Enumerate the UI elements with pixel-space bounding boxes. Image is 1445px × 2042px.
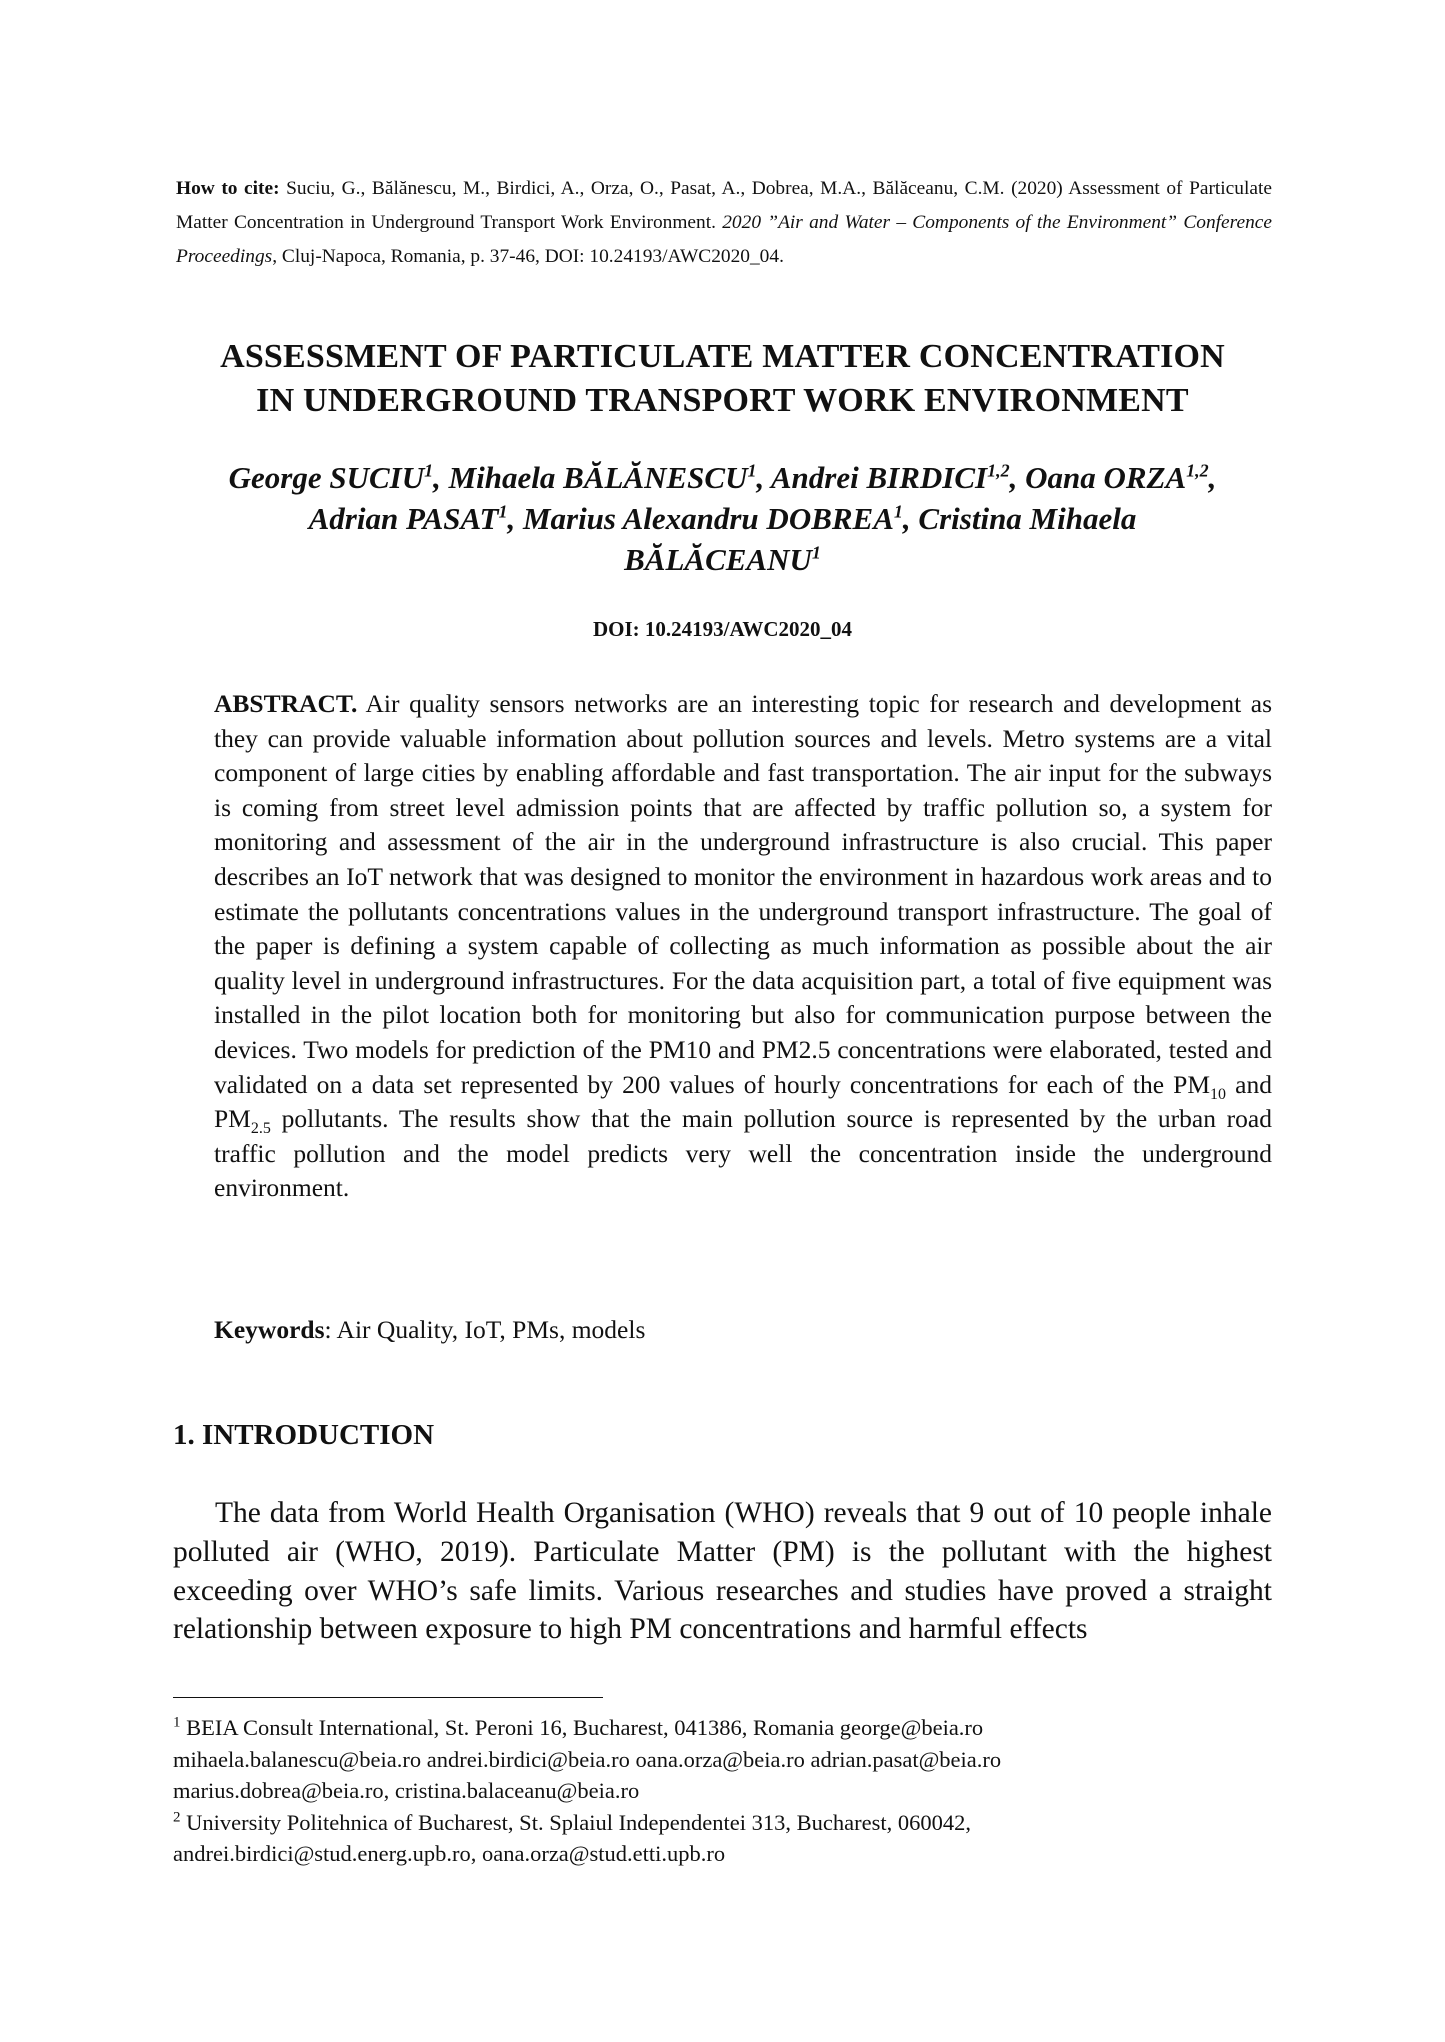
title-line-2: IN UNDERGROUND TRANSPORT WORK ENVIRONMENT [256,382,1189,419]
author-line-1 [160,457,1285,498]
author-separator: , Cristina Mihaela [902,501,1137,536]
author-affiliation: 1 [811,542,821,563]
abstract-label: ABSTRACT. [214,689,358,718]
abstract-block [214,687,1272,1206]
abstract-subscript: 10 [1210,1085,1227,1103]
keywords-line [214,1313,1272,1347]
paper-title [150,335,1295,423]
citation-text-end: , Cluj-Napoca, Romania, p. 37-46, DOI: 10.24193/AWC2020_04. [272,246,784,267]
author-separator: , [756,460,771,495]
author-separator: , [507,501,523,536]
author-separator: , [433,460,449,495]
author-name: Andrei BIRDICI [770,460,988,495]
author-name: Marius Alexandru DOBREA [522,501,894,536]
author-affiliation: 1 [424,460,434,481]
author-affiliation: 1,2 [1186,460,1209,481]
footnote-2-text: University Politehnica of Bucharest, St. Splaiul Independentei 313, Bucharest, 060042, [180,1809,971,1835]
author-separator: , [1208,460,1217,495]
author-separator: , [1009,460,1026,495]
author-affiliation: 1 [498,501,508,522]
author-line-2 [160,498,1285,539]
footnote-1-line: marius.dobrea@beia.ro, cristina.balaceanu@beia.ro [173,1778,640,1803]
keywords-text: : Air Quality, IoT, PMs, models [324,1315,646,1344]
keywords-label: Keywords [214,1315,325,1344]
doi-line: DOI: 10.24193/AWC2020_04 [592,617,852,641]
abstract-text: Air quality sensors networks are an interesting topic for research and development as they can provide valuable information about pollution sources and levels. Metro systems are a vital component of large cities by enabling affordable and fast transportation. The air input for the subways is coming from street level admission points that are affected by traffic pollution so, a system for monitoring and assessment of the air in the underground infrastructure is also crucial. This paper describes an IoT network that was designed to monitor the environment in hazardous work areas and to estimate the pollutants concentrations values in the underground transport infrastructure. The goal of the paper is defining a system capable of collecting as much information as possible about the air quality level in underground infrastructures. For the data acquisition part, a total of five equipment was installed in the pilot location both for monitoring but also for communication purpose between the devices. Two models for prediction of the PM10 and PM2.5 concentrations were elaborated, tested and validated on a data set represented by 200 values of hourly concentrations for each of the PM [214,689,1272,1099]
footnote-1-line [173,1712,1272,1744]
author-affiliation: 1 [747,460,757,481]
author-name: Adrian PASAT [308,501,499,536]
footnotes-block [173,1712,1272,1870]
citation-journal: 2020 ”Air and Water – Components of the Environment” Conference Proceedings [176,212,1272,267]
author-affiliation: 1 [893,501,903,522]
footnote-divider [173,1697,603,1698]
author-name: Oana ORZA [1025,460,1187,495]
footnote-2-marker: 2 [173,1809,181,1825]
author-name: Mihaela BĂLĂNESCU [448,460,748,495]
author-affiliation: 1,2 [987,460,1010,481]
author-line-3 [160,539,1285,580]
intro-paragraph [173,1494,1272,1649]
author-name: George SUCIU [228,460,425,495]
citation-label: How to cite: [176,178,280,199]
abstract-text: and PM [214,1069,1272,1134]
abstract-subscript: 2.5 [250,1120,271,1138]
footnote-2-line: andrei.birdici@stud.energ.upb.ro, oana.orza@stud.etti.upb.ro [173,1841,726,1866]
title-line-1: ASSESSMENT OF PARTICULATE MATTER CONCENTRATION [220,338,1225,375]
intro-text: The data from World Health Organisation (WHO) reveals that 9 out of 10 people inhale polluted air (WHO, 2019). Particulate Matter (PM) is the pollutant with the highest exceeding over WHO’s safe limits. Various researches and studies have proved a straight relationship between exposure to high PM concentrations and harmful effects [173,1497,1272,1646]
citation-text: Suciu, G., Bălănescu, M., Birdici, A., Orza, O., Pasat, A., Dobrea, M.A., Bălăceanu, C.M. (2020) Assessment of Particulate Matter Concentration in Underground Transport Work Environment. [176,178,1272,233]
abstract-text: pollutants. The results show that the main pollution source is represented by the urban road traffic pollution and the model predicts very well the concentration inside the underground environment. [214,1104,1272,1203]
citation-block [176,172,1272,274]
author-list [160,457,1285,580]
footnote-2-line [173,1807,1272,1839]
footnote-1-text: BEIA Consult International, St. Peroni 16, Bucharest, 041386, Romania george@beia.ro [180,1715,984,1740]
author-name: BĂLĂCEANU [624,542,812,577]
footnote-1-line: mihaela.balanescu@beia.ro andrei.birdici@beia.ro oana.orza@beia.ro adrian.pasat@beia.ro [173,1746,1002,1772]
section-heading: 1. INTRODUCTION [173,1419,435,1451]
footnote-1-marker: 1 [173,1714,181,1731]
